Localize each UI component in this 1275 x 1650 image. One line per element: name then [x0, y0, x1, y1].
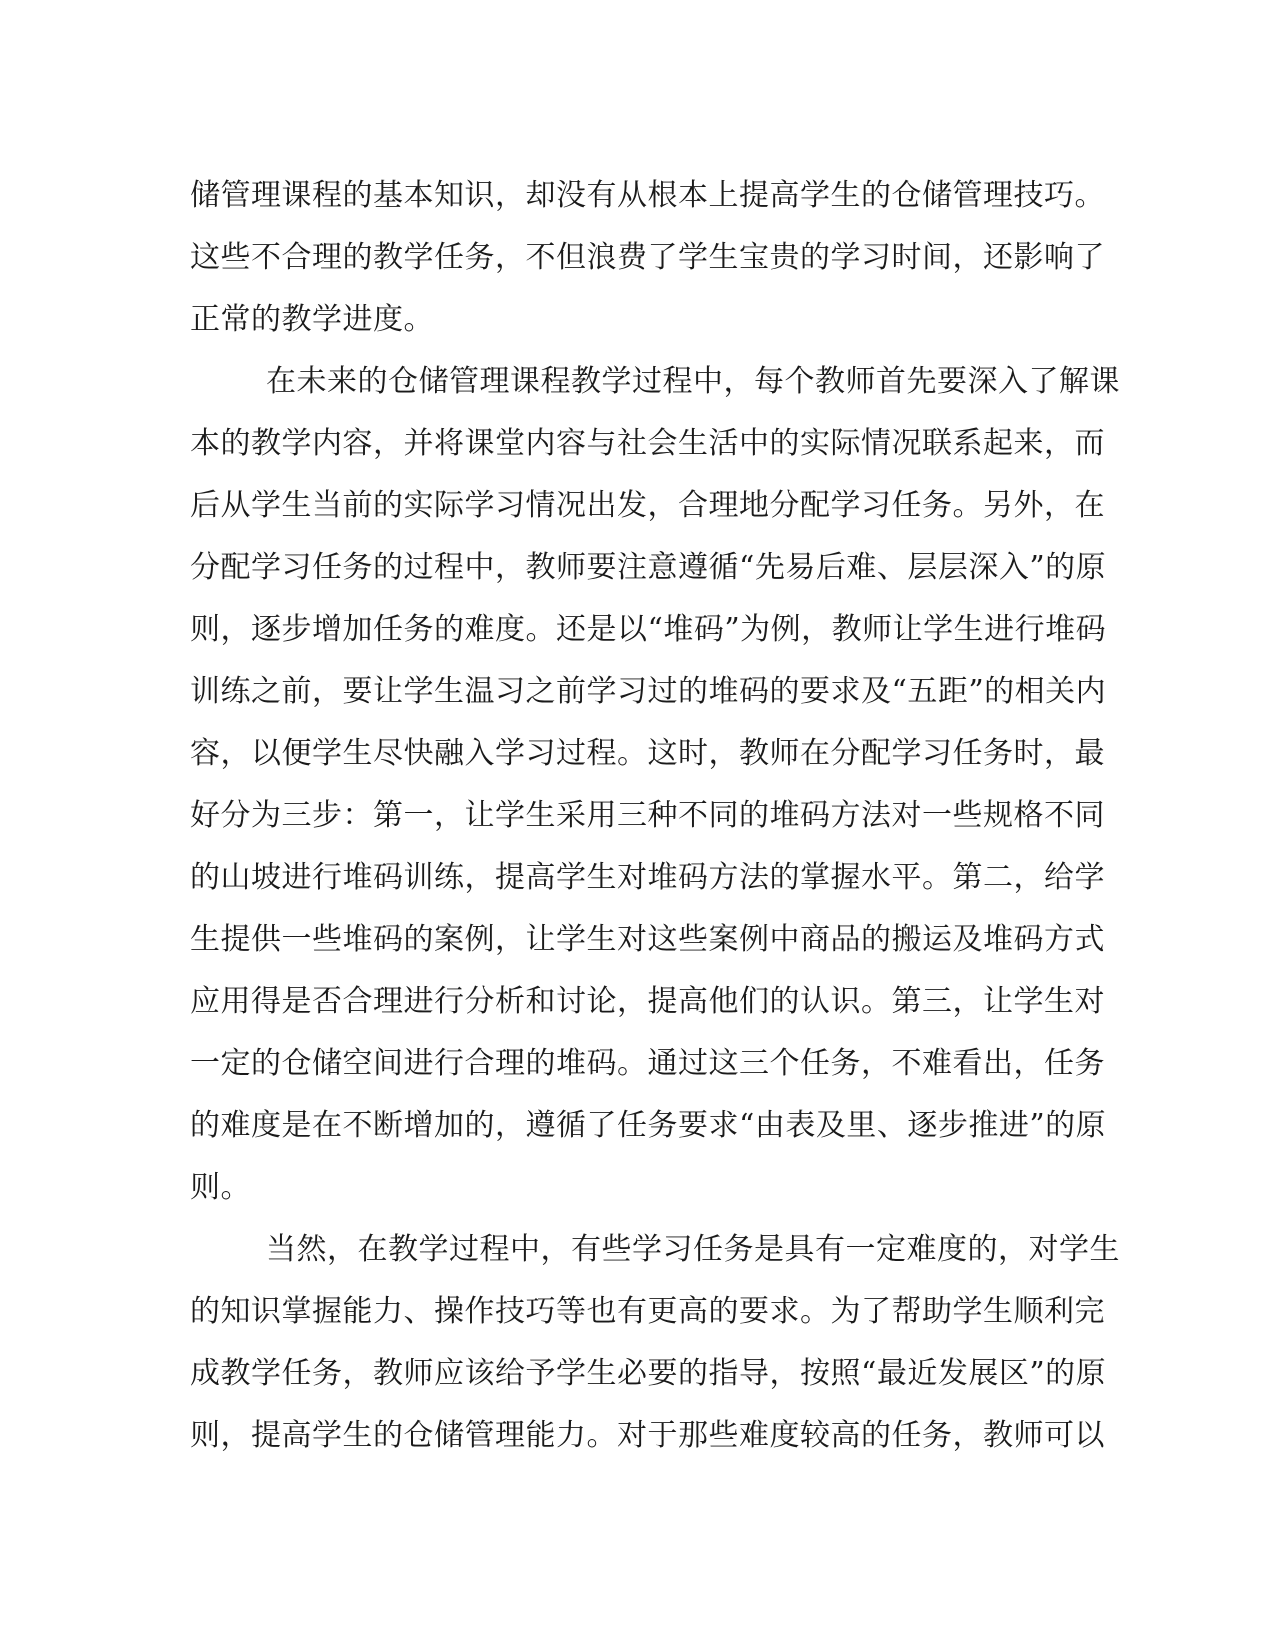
text-line: 本的教学内容，并将课堂内容与社会生活中的实际情况联系起来，而	[190, 426, 1105, 461]
text-line: 的知识掌握能力、操作技巧等也有更高的要求。为了帮助学生顺利完	[190, 1294, 1105, 1329]
text-line: 好分为三步：第一，让学生采用三种不同的堆码方法对一些规格不同	[190, 798, 1105, 833]
text-line: 一定的仓储空间进行合理的堆码。通过这三个任务，不难看出，任务	[190, 1046, 1105, 1081]
text-line: 的难度是在不断增加的，遵循了任务要求“由表及里、逐步推进”的原	[190, 1108, 1107, 1143]
document-body	[190, 165, 1120, 1467]
text-line: 则，逐步增加任务的难度。还是以“堆码”为例，教师让学生进行堆码	[190, 612, 1107, 647]
text-line: 分配学习任务的过程中，教师要注意遵循“先易后难、层层深入”的原	[190, 550, 1107, 585]
text-line: 后从学生当前的实际学习情况出发，合理地分配学习任务。另外，在	[190, 488, 1105, 523]
text-line: 正常的教学进度。	[190, 302, 434, 337]
paragraph-first-line: 当然，在教学过程中，有些学习任务是具有一定难度的，对学生	[266, 1232, 1120, 1267]
text-line: 则。	[190, 1170, 251, 1205]
text-line: 成教学任务，教师应该给予学生必要的指导，按照“最近发展区”的原	[190, 1356, 1107, 1391]
text-line: 训练之前，要让学生温习之前学习过的堆码的要求及“五距”的相关内	[190, 674, 1107, 709]
text-line: 容，以便学生尽快融入学习过程。这时，教师在分配学习任务时，最	[190, 736, 1105, 771]
text-line: 生提供一些堆码的案例，让学生对这些案例中商品的搬运及堆码方式	[190, 922, 1105, 957]
text-line: 这些不合理的教学任务，不但浪费了学生宝贵的学习时间，还影响了	[190, 240, 1105, 275]
text-line: 应用得是否合理进行分析和讨论，提高他们的认识。第三，让学生对	[190, 984, 1105, 1019]
paragraph-first-line: 在未来的仓储管理课程教学过程中，每个教师首先要深入了解课	[266, 364, 1120, 399]
text-line: 的山坡进行堆码训练，提高学生对堆码方法的掌握水平。第二，给学	[190, 860, 1105, 895]
text-line: 储管理课程的基本知识，却没有从根本上提高学生的仓储管理技巧。	[190, 178, 1105, 213]
text-line: 则，提高学生的仓储管理能力。对于那些难度较高的任务，教师可以	[190, 1418, 1105, 1453]
